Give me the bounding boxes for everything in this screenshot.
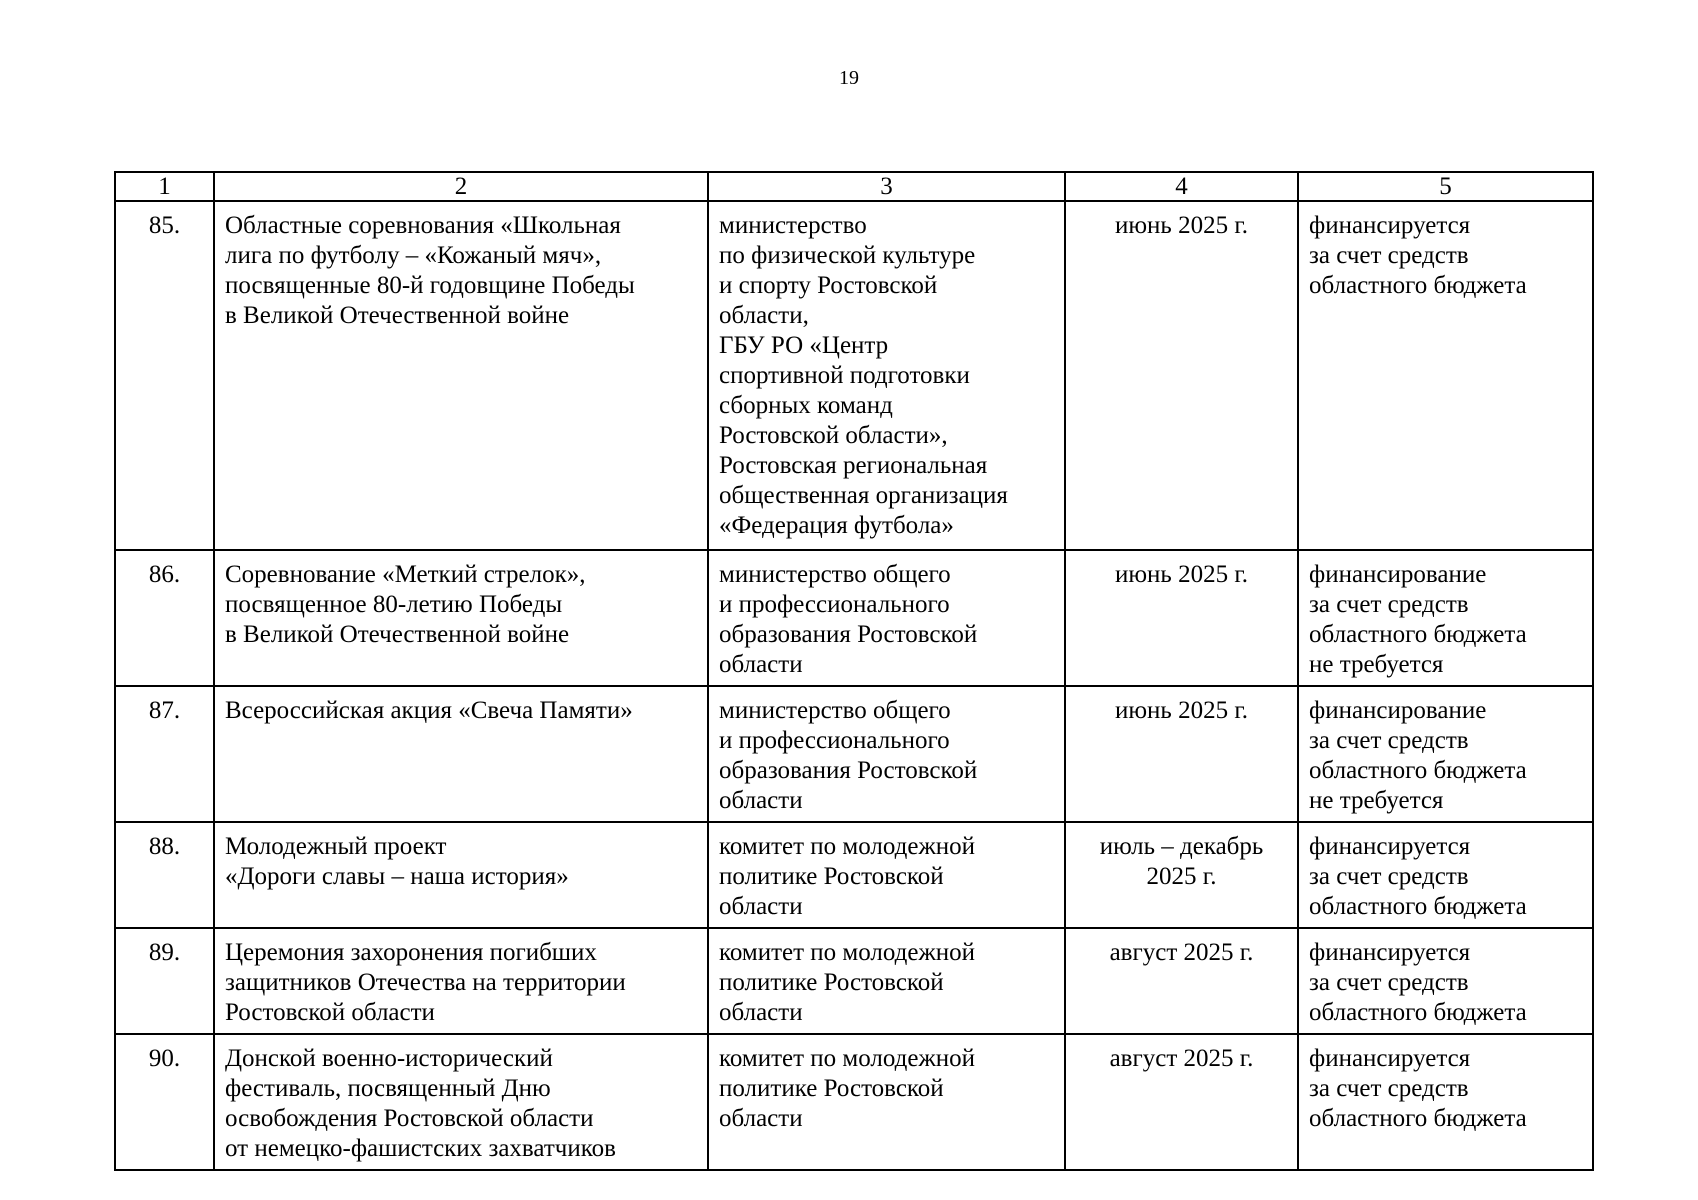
date-cell: август 2025 г. [1065, 1034, 1298, 1170]
row-number-cell: 87. [115, 686, 214, 822]
date-cell: июнь 2025 г. [1065, 550, 1298, 686]
table-row [115, 201, 1593, 550]
event-name-cell: Всероссийская акция «Свеча Памяти» [214, 686, 708, 822]
executor-cell: министерство общего и профессионального образования Ростовской области [708, 550, 1065, 686]
table-row [115, 550, 1593, 686]
executor-cell: министерство по физической культуре и спорту Ростовской области, ГБУ РО «Центр спортивной подготовки сборных команд Ростовской области», Ростовская региональная общественная организация «Федерация футбола» [708, 201, 1065, 550]
row-number-cell: 88. [115, 822, 214, 928]
table-body [115, 201, 1593, 1170]
date-cell: июнь 2025 г. [1065, 201, 1298, 550]
funding-cell: финансируется за счет средств областного бюджета [1298, 822, 1593, 928]
funding-cell: финансируется за счет средств областного бюджета [1298, 928, 1593, 1034]
funding-cell: финансирование за счет средств областного бюджета не требуется [1298, 686, 1593, 822]
header-row [115, 172, 1593, 201]
table-row [115, 822, 1593, 928]
executor-cell: министерство общего и профессионального образования Ростовской области [708, 686, 1065, 822]
table-header [115, 172, 1593, 201]
event-name-cell: Молодежный проект «Дороги славы – наша история» [214, 822, 708, 928]
event-name-cell: Областные соревнования «Школьная лига по футболу – «Кожаный мяч», посвященные 80-й годовщине Победы в Великой Отечественной войне [214, 201, 708, 550]
column-header-5: 5 [1298, 172, 1593, 201]
executor-cell: комитет по молодежной политике Ростовской области [708, 928, 1065, 1034]
column-header-4: 4 [1065, 172, 1298, 201]
table-row [115, 928, 1593, 1034]
row-number-cell: 86. [115, 550, 214, 686]
funding-cell: финансирование за счет средств областного бюджета не требуется [1298, 550, 1593, 686]
column-header-1: 1 [115, 172, 214, 201]
events-table [114, 171, 1594, 1171]
table-row [115, 686, 1593, 822]
row-number-cell: 85. [115, 201, 214, 550]
funding-cell: финансируется за счет средств областного бюджета [1298, 201, 1593, 550]
page-number: 19 [839, 67, 859, 89]
event-name-cell: Донской военно-исторический фестиваль, посвященный Дню освобождения Ростовской области от немецко-фашистских захватчиков [214, 1034, 708, 1170]
table-row [115, 1034, 1593, 1170]
funding-cell: финансируется за счет средств областного бюджета [1298, 1034, 1593, 1170]
row-number-cell: 89. [115, 928, 214, 1034]
executor-cell: комитет по молодежной политике Ростовской области [708, 1034, 1065, 1170]
date-cell: июнь 2025 г. [1065, 686, 1298, 822]
executor-cell: комитет по молодежной политике Ростовской области [708, 822, 1065, 928]
column-header-3: 3 [708, 172, 1065, 201]
date-cell: июль – декабрь 2025 г. [1065, 822, 1298, 928]
column-header-2: 2 [214, 172, 708, 201]
row-number-cell: 90. [115, 1034, 214, 1170]
event-name-cell: Церемония захоронения погибших защитников Отечества на территории Ростовской области [214, 928, 708, 1034]
event-name-cell: Соревнование «Меткий стрелок», посвященное 80-летию Победы в Великой Отечественной войне [214, 550, 708, 686]
date-cell: август 2025 г. [1065, 928, 1298, 1034]
